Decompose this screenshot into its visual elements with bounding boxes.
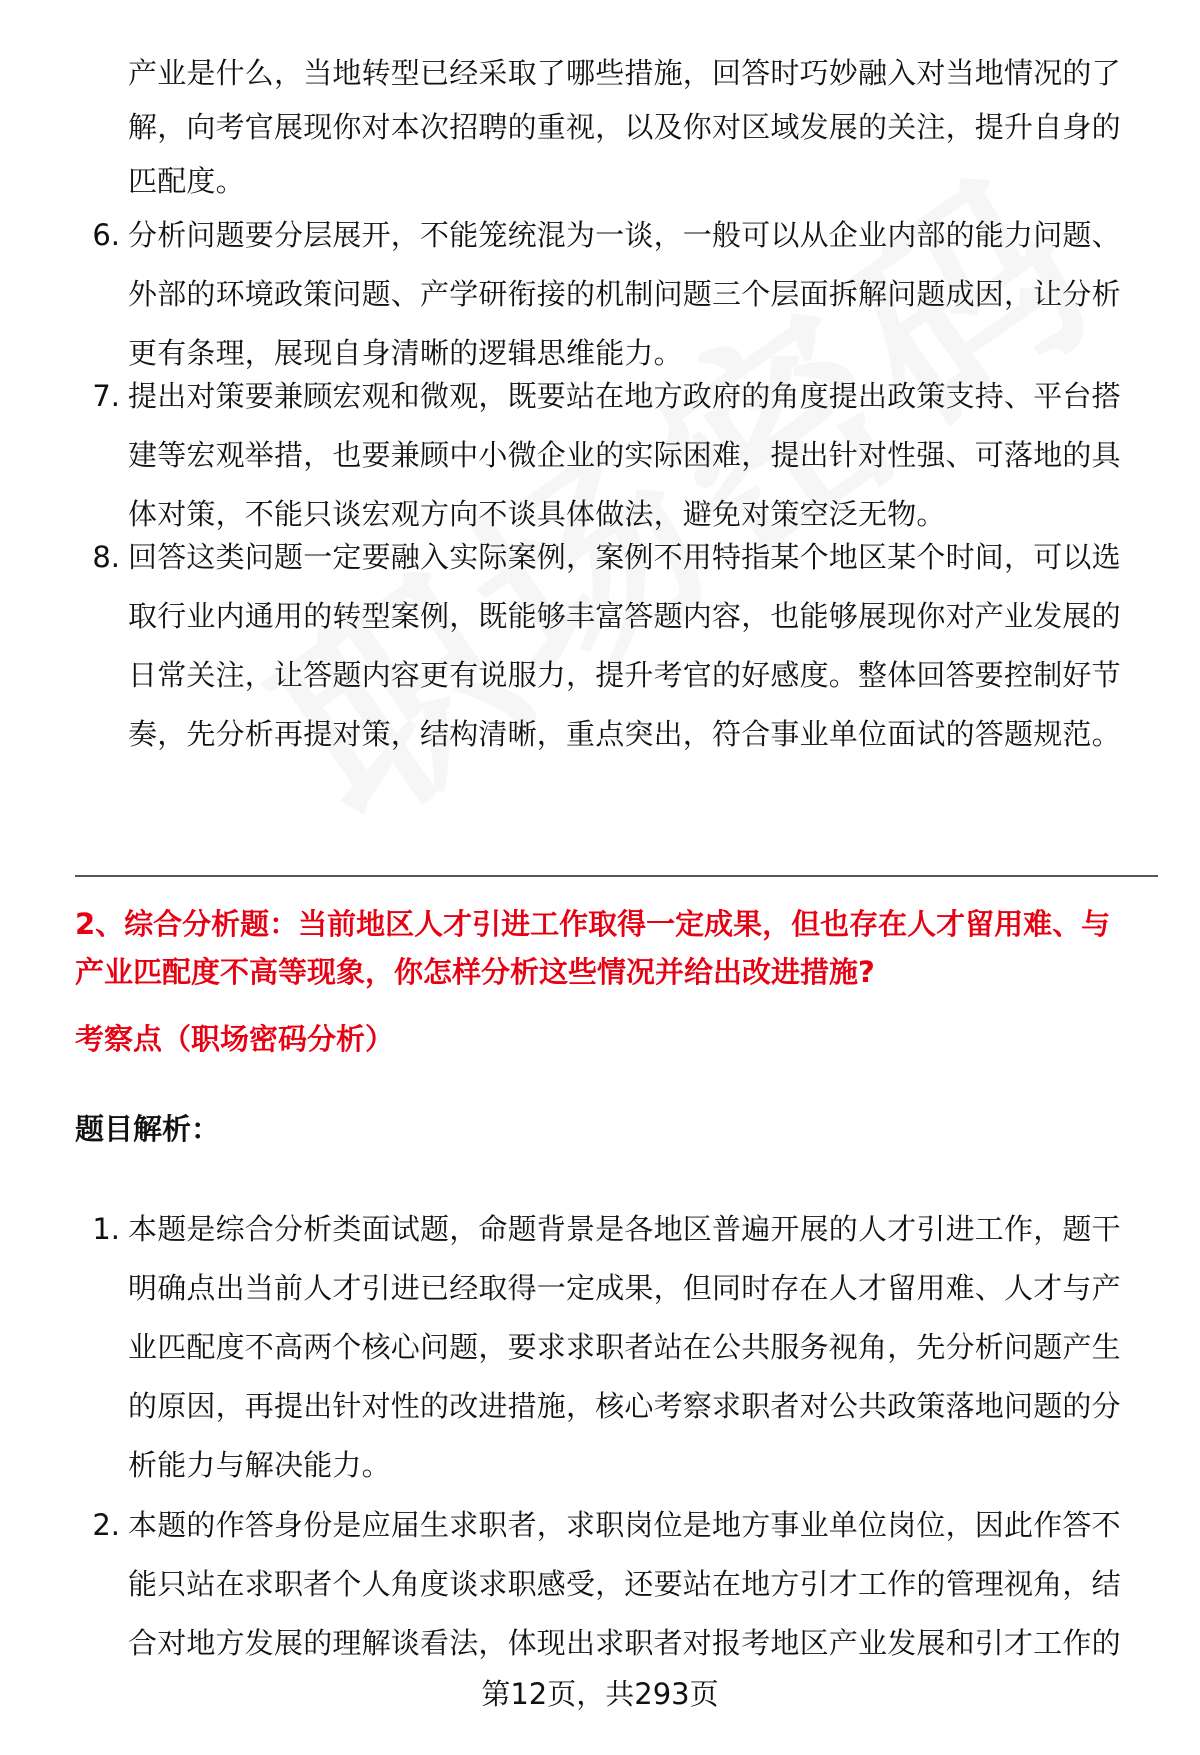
- continuation-line: 匹配度。: [128, 164, 245, 198]
- text-line: 日常关注，让答题内容更有说服力，提升考官的好感度。整体回答要控制好节: [128, 658, 1121, 692]
- text-line: 建等宏观举措，也要兼顾中小微企业的实际困难，提出针对性强、可落地的具: [128, 438, 1121, 472]
- text-line: 析能力与解决能力。: [128, 1448, 391, 1482]
- text-line: 的原因，再提出针对性的改进措施，核心考察求职者对公共政策落地问题的分: [128, 1389, 1121, 1423]
- list-number: 8.: [92, 540, 120, 574]
- text-line: 本题是综合分析类面试题，命题背景是各地区普遍开展的人才引进工作，题干: [128, 1212, 1121, 1246]
- list-item-text: [128, 1496, 1148, 1673]
- list-item-text: [128, 367, 1148, 544]
- text-line: 提出对策要兼顾宏观和微观，既要站在地方政府的角度提出政策支持、平台搭: [128, 379, 1121, 413]
- text-line: 回答这类问题一定要融入实际案例，案例不用特指某个地区某个时间，可以选: [128, 540, 1121, 574]
- analysis-heading: 题目解析：: [75, 1112, 221, 1146]
- list-number: 1.: [92, 1212, 120, 1246]
- question-heading: [75, 900, 1155, 996]
- continuation-line: 解，向考官展现你对本次招聘的重视，以及你对区域发展的关注，提升自身的: [128, 110, 1121, 144]
- section-divider: [75, 875, 1158, 877]
- list-item-text: [128, 1200, 1148, 1495]
- text-line: 更有条理，展现自身清晰的逻辑思维能力。: [128, 336, 683, 370]
- text-line: 取行业内通用的转型案例，既能够丰富答题内容，也能够展现你对产业发展的: [128, 599, 1121, 633]
- question-line: 产业匹配度不高等现象，你怎样分析这些情况并给出改进措施?: [75, 955, 875, 989]
- list-number: 6.: [92, 218, 120, 252]
- text-line: 业匹配度不高两个核心问题，要求求职者站在公共服务视角，先分析问题产生: [128, 1330, 1121, 1364]
- list-item-text: [128, 528, 1148, 764]
- text-line: 能只站在求职者个人角度谈求职感受，还要站在地方引才工作的管理视角，结: [128, 1567, 1121, 1601]
- text-line: 明确点出当前人才引进已经取得一定成果，但同时存在人才留用难、人才与产: [128, 1271, 1121, 1305]
- list-number: 2.: [92, 1508, 120, 1542]
- continuation-line: 产业是什么，当地转型已经采取了哪些措施，回答时巧妙融入对当地情况的了: [128, 56, 1121, 90]
- text-line: 外部的环境政策问题、产学研衔接的机制问题三个层面拆解问题成因，让分析: [128, 277, 1121, 311]
- list-item-text: [128, 206, 1148, 383]
- question-line: 2、综合分析题：当前地区人才引进工作取得一定成果，但也存在人才留用难、与: [75, 907, 1111, 941]
- text-line: 本题的作答身份是应届生求职者，求职岗位是地方事业单位岗位，因此作答不: [128, 1508, 1121, 1542]
- text-line: 奏，先分析再提对策，结构清晰，重点突出，符合事业单位面试的答题规范。: [128, 717, 1121, 751]
- page-number: 第12页，共293页: [481, 1677, 719, 1711]
- list-number: 7.: [92, 379, 120, 413]
- text-line: 合对地方发展的理解谈看法，体现出求职者对报考地区产业发展和引才工作的: [128, 1626, 1121, 1660]
- text-line: 分析问题要分层展开，不能笼统混为一谈，一般可以从企业内部的能力问题、: [128, 218, 1121, 252]
- text-line: 体对策，不能只谈宏观方向不谈具体做法，避免对策空泛无物。: [128, 497, 946, 531]
- exam-point-heading: 考察点（职场密码分析）: [75, 1022, 395, 1056]
